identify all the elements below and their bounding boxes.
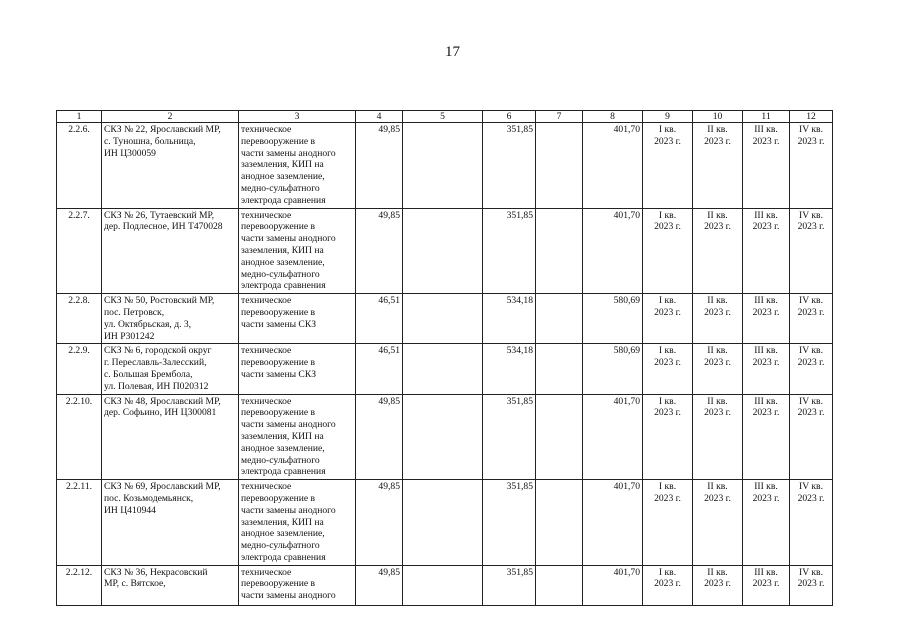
work-description-line: перевооружение в	[241, 306, 316, 318]
column-header-6: 6	[483, 111, 536, 123]
work-description-line: техническое	[241, 209, 292, 221]
quarter-text: I кв.	[658, 566, 677, 578]
object-name-line: ул. Полевая, ИН П020312	[104, 380, 209, 392]
table-row	[57, 344, 833, 394]
quarter-cell-3	[743, 565, 790, 605]
quarter-text: II кв.	[707, 395, 728, 407]
object-name-line: пос. Козьмодемьянск,	[104, 492, 194, 504]
quarter-text: 2023 г.	[797, 135, 825, 147]
object-name-line: СКЗ № 48, Ярославский МР,	[104, 395, 221, 407]
object-name-line: СКЗ № 69, Ярославский МР,	[104, 481, 221, 493]
quarter-text: III кв.	[754, 295, 778, 307]
object-name-line: СКЗ № 22, Ярославский МР,	[104, 124, 221, 135]
quarter-text: 2023 г.	[704, 306, 731, 318]
quarter-text: III кв.	[754, 566, 778, 578]
row-number: 2.2.11.	[57, 480, 102, 566]
quarter-text: IV кв.	[799, 209, 823, 221]
value-cell-c4: 46,51	[356, 344, 403, 394]
value-cell-c4: 49,85	[356, 208, 403, 294]
work-description-line: части замены СКЗ	[241, 318, 317, 330]
work-description-line: перевооружение в	[241, 221, 316, 233]
value-cell-c5	[403, 294, 483, 344]
quarter-cell-3	[743, 294, 790, 344]
quarter-cell-4	[790, 565, 833, 605]
value-cell-c4: 49,85	[356, 565, 403, 605]
work-description	[239, 565, 356, 605]
quarter-text: III кв.	[754, 345, 778, 357]
work-description-line: техническое	[241, 481, 292, 493]
quarter-text: 2023 г.	[654, 306, 681, 318]
quarter-cell-2	[693, 294, 743, 344]
row-number: 2.2.10.	[57, 394, 102, 480]
quarter-text: 2023 г.	[704, 135, 731, 147]
column-header-9: 9	[643, 111, 693, 123]
quarter-text: 2023 г.	[752, 306, 780, 318]
object-name	[102, 208, 239, 294]
value-cell-c8: 580,69	[583, 344, 643, 394]
object-name	[102, 480, 239, 566]
work-description-line: перевооружение в	[241, 578, 316, 590]
quarter-text: 2023 г.	[704, 578, 731, 590]
quarter-cell-1	[643, 565, 693, 605]
quarter-cell-1	[643, 344, 693, 394]
column-header-10: 10	[693, 111, 743, 123]
column-header-4: 4	[356, 111, 403, 123]
quarter-text: 2023 г.	[752, 357, 780, 369]
quarter-cell-1	[643, 294, 693, 344]
object-name	[102, 344, 239, 394]
object-name-line: СКЗ № 6, городской округ	[104, 345, 212, 357]
quarter-cell-2	[693, 394, 743, 480]
quarter-text: 2023 г.	[752, 135, 780, 147]
object-name-line: дер. Подлесное, ИН Т470028	[104, 221, 223, 233]
value-cell-c8: 401,70	[583, 480, 643, 566]
work-description	[239, 344, 356, 394]
quarter-text: 2023 г.	[752, 407, 780, 419]
value-cell-c5	[403, 394, 483, 480]
quarter-text: IV кв.	[799, 124, 823, 135]
quarter-cell-2	[693, 208, 743, 294]
work-description-line: заземления, КИП на	[241, 159, 324, 171]
row-number: 2.2.6.	[57, 123, 102, 209]
work-description-line: перевооружение в	[241, 407, 316, 419]
quarter-cell-1	[643, 394, 693, 480]
work-description-line: техническое	[241, 566, 292, 578]
value-cell-c8: 580,69	[583, 294, 643, 344]
value-cell-c5	[403, 344, 483, 394]
value-cell-c7	[536, 208, 583, 294]
quarter-cell-3	[743, 123, 790, 209]
object-name-line: ул. Октябрьская, д. 3,	[104, 318, 192, 330]
work-description	[239, 480, 356, 566]
object-name-line: ИН Ц300059	[104, 147, 156, 159]
quarter-cell-3	[743, 344, 790, 394]
work-description-line: части замены анодного	[241, 147, 336, 159]
work-description-line: электрода сравнения	[241, 551, 326, 563]
value-cell-c4: 49,85	[356, 123, 403, 209]
object-name	[102, 394, 239, 480]
column-header-2: 2	[102, 111, 239, 123]
object-name-line: г. Переславль-Залесский,	[104, 357, 207, 369]
quarter-cell-2	[693, 565, 743, 605]
object-name-line: СКЗ № 50, Ростовский МР,	[104, 295, 215, 307]
object-name-line: дер. Софьино, ИН Ц300081	[104, 407, 217, 419]
quarter-text: II кв.	[707, 124, 728, 135]
object-name	[102, 123, 239, 209]
quarter-text: 2023 г.	[797, 578, 825, 590]
quarter-text: II кв.	[707, 209, 728, 221]
work-description-line: медно-сульфатного	[241, 540, 320, 552]
work-description-line: техническое	[241, 295, 292, 307]
work-description-line: перевооружение в	[241, 357, 316, 369]
work-description	[239, 208, 356, 294]
quarter-text: II кв.	[707, 345, 728, 357]
work-description-line: анодное заземление,	[241, 256, 325, 268]
value-cell-c5	[403, 565, 483, 605]
value-cell-c6: 351,85	[483, 123, 536, 209]
quarter-cell-4	[790, 480, 833, 566]
column-header-8: 8	[583, 111, 643, 123]
column-header-7: 7	[536, 111, 583, 123]
value-cell-c5	[403, 480, 483, 566]
quarter-text: 2023 г.	[752, 492, 780, 504]
table-row	[57, 480, 833, 566]
quarter-text: 2023 г.	[704, 492, 731, 504]
quarter-text: 2023 г.	[752, 221, 780, 233]
table-row	[57, 208, 833, 294]
work-description-line: перевооружение в	[241, 492, 316, 504]
row-number: 2.2.12.	[57, 565, 102, 605]
quarter-cell-4	[790, 294, 833, 344]
quarter-cell-1	[643, 480, 693, 566]
column-header-5: 5	[403, 111, 483, 123]
work-description	[239, 294, 356, 344]
work-description-line: перевооружение в	[241, 135, 316, 147]
quarter-text: 2023 г.	[654, 407, 681, 419]
quarter-cell-4	[790, 394, 833, 480]
value-cell-c4: 49,85	[356, 480, 403, 566]
work-description-line: заземления, КИП на	[241, 244, 324, 256]
work-description-line: части замены анодного	[241, 233, 336, 245]
object-name	[102, 294, 239, 344]
column-header-1: 1	[57, 111, 102, 123]
value-cell-c5	[403, 123, 483, 209]
quarter-text: I кв.	[658, 345, 677, 357]
quarter-text: I кв.	[658, 209, 677, 221]
quarter-text: IV кв.	[799, 345, 823, 357]
quarter-text: 2023 г.	[654, 357, 681, 369]
object-name	[102, 565, 239, 605]
column-header-11: 11	[743, 111, 790, 123]
work-description-line: медно-сульфатного	[241, 268, 320, 280]
quarter-cell-4	[790, 123, 833, 209]
object-name-line: ИН Ц410944	[104, 504, 156, 516]
quarter-text: I кв.	[658, 124, 677, 135]
quarter-text: II кв.	[707, 295, 728, 307]
work-description-line: медно-сульфатного	[241, 182, 320, 194]
quarter-text: 2023 г.	[654, 221, 681, 233]
value-cell-c7	[536, 394, 583, 480]
object-name-line: СКЗ № 26, Тутаевский МР,	[104, 209, 215, 221]
value-cell-c7	[536, 565, 583, 605]
quarter-cell-1	[643, 208, 693, 294]
value-cell-c6: 351,85	[483, 480, 536, 566]
quarter-text: IV кв.	[799, 295, 823, 307]
work-description-line: части замены СКЗ	[241, 368, 317, 380]
work-description-line: заземления, КИП на	[241, 516, 324, 528]
value-cell-c4: 46,51	[356, 294, 403, 344]
quarter-cell-2	[693, 344, 743, 394]
quarter-text: III кв.	[754, 209, 778, 221]
row-number: 2.2.8.	[57, 294, 102, 344]
quarter-text: IV кв.	[799, 395, 823, 407]
work-description-line: части замены анодного	[241, 590, 336, 602]
work-description-line: техническое	[241, 124, 292, 135]
quarter-text: 2023 г.	[797, 306, 825, 318]
table-row	[57, 394, 833, 480]
work-description-line: техническое	[241, 395, 292, 407]
value-cell-c8: 401,70	[583, 394, 643, 480]
quarter-text: 2023 г.	[797, 492, 825, 504]
value-cell-c6: 351,85	[483, 394, 536, 480]
object-name-line: СКЗ № 36, Некрасовский	[104, 566, 208, 578]
work-description-line: части замены анодного	[241, 419, 336, 431]
work-description-line: анодное заземление,	[241, 442, 325, 454]
column-header-12: 12	[790, 111, 833, 123]
quarter-text: II кв.	[707, 566, 728, 578]
quarter-cell-4	[790, 344, 833, 394]
object-name-line: ИН Р301242	[104, 330, 155, 342]
table-row	[57, 294, 833, 344]
quarter-text: 2023 г.	[752, 578, 780, 590]
value-cell-c7	[536, 344, 583, 394]
quarter-text: III кв.	[754, 481, 778, 493]
work-description-line: анодное заземление,	[241, 171, 325, 183]
work-description	[239, 123, 356, 209]
table-header-row	[57, 111, 833, 123]
quarter-text: 2023 г.	[704, 357, 731, 369]
quarter-text: IV кв.	[799, 566, 823, 578]
quarter-text: I кв.	[658, 395, 677, 407]
quarter-text: 2023 г.	[797, 357, 825, 369]
work-description-line: анодное заземление,	[241, 528, 325, 540]
quarter-text: I кв.	[658, 295, 677, 307]
work-description-line: части замены анодного	[241, 504, 336, 516]
work-description-line: электрода сравнения	[241, 466, 326, 478]
quarter-text: 2023 г.	[654, 135, 681, 147]
object-name-line: МР, с. Вятское,	[104, 578, 166, 590]
object-name-line: пос. Петровск,	[104, 306, 165, 318]
quarter-cell-3	[743, 394, 790, 480]
work-description-line: электрода сравнения	[241, 194, 326, 206]
quarter-text: III кв.	[754, 395, 778, 407]
value-cell-c5	[403, 208, 483, 294]
value-cell-c6: 534,18	[483, 344, 536, 394]
column-header-3: 3	[239, 111, 356, 123]
quarter-cell-1	[643, 123, 693, 209]
quarter-text: IV кв.	[799, 481, 823, 493]
quarter-cell-2	[693, 480, 743, 566]
value-cell-c8: 401,70	[583, 123, 643, 209]
quarter-text: III кв.	[754, 124, 778, 135]
value-cell-c7	[536, 294, 583, 344]
object-name-line: с. Туношна, больница,	[104, 135, 196, 147]
value-cell-c8: 401,70	[583, 565, 643, 605]
value-cell-c7	[536, 123, 583, 209]
work-description-line: заземления, КИП на	[241, 430, 324, 442]
quarter-text: 2023 г.	[654, 578, 681, 590]
quarter-text: 2023 г.	[654, 492, 681, 504]
value-cell-c4: 49,85	[356, 394, 403, 480]
table-row	[57, 123, 833, 209]
quarter-text: II кв.	[707, 481, 728, 493]
quarter-text: 2023 г.	[797, 221, 825, 233]
table-row	[57, 565, 833, 605]
value-cell-c6: 351,85	[483, 565, 536, 605]
row-number: 2.2.7.	[57, 208, 102, 294]
work-description-line: электрода сравнения	[241, 280, 326, 292]
quarter-cell-2	[693, 123, 743, 209]
value-cell-c6: 534,18	[483, 294, 536, 344]
quarter-cell-3	[743, 208, 790, 294]
page-number: 17	[445, 44, 460, 60]
row-number: 2.2.9.	[57, 344, 102, 394]
work-description-line: техническое	[241, 345, 292, 357]
value-cell-c6: 351,85	[483, 208, 536, 294]
object-name-line: с. Большая Брембола,	[104, 368, 193, 380]
work-description-line: медно-сульфатного	[241, 454, 320, 466]
quarter-cell-3	[743, 480, 790, 566]
quarter-text: I кв.	[658, 481, 677, 493]
quarter-text: 2023 г.	[704, 221, 731, 233]
work-description	[239, 394, 356, 480]
value-cell-c8: 401,70	[583, 208, 643, 294]
quarter-cell-4	[790, 208, 833, 294]
quarter-text: 2023 г.	[704, 407, 731, 419]
value-cell-c7	[536, 480, 583, 566]
works-table	[56, 110, 833, 606]
quarter-text: 2023 г.	[797, 407, 825, 419]
